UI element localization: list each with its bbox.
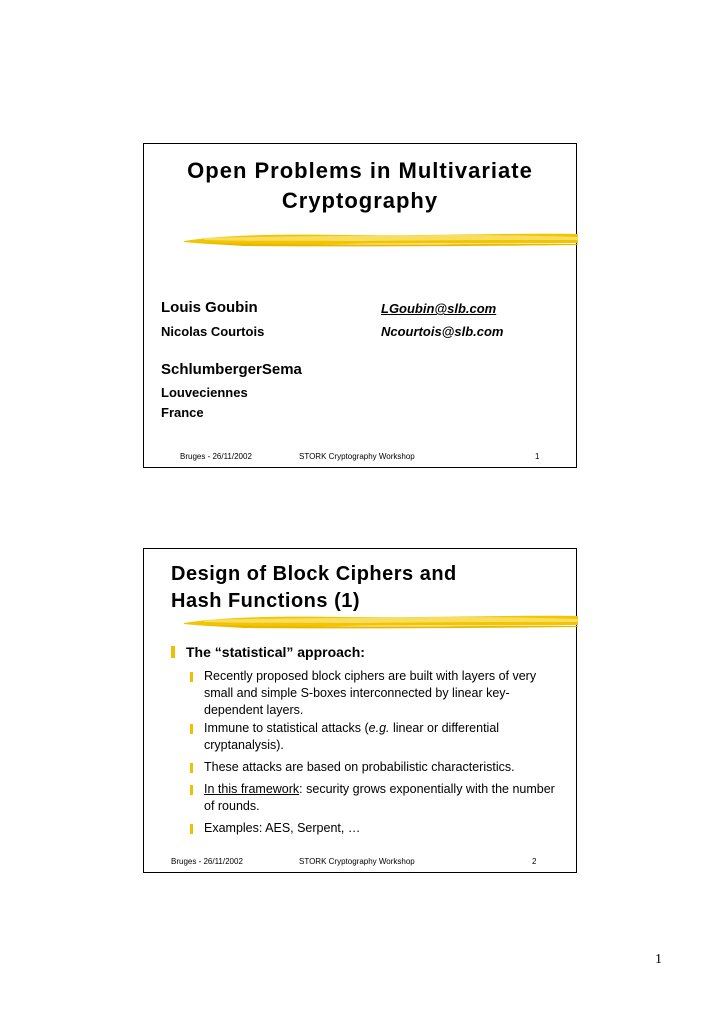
organization: SchlumbergerSema xyxy=(161,361,302,378)
highlight-brush-stroke xyxy=(184,611,578,631)
slide-title xyxy=(144,156,576,216)
sub-bullet-4-post: : security grows exponentially with the number of rounds. xyxy=(204,782,555,813)
slide-title xyxy=(171,561,571,615)
sub-bullet-marker xyxy=(190,763,193,773)
footer-event: STORK Cryptography Workshop xyxy=(299,452,415,461)
author-2-name: Nicolas Courtois xyxy=(161,324,265,339)
country: France xyxy=(161,405,204,420)
footer-slide-number: 2 xyxy=(532,857,537,866)
sub-bullet-2-em: e.g. xyxy=(368,721,390,735)
city: Louveciennes xyxy=(161,385,248,400)
title-line-2: Hash Functions (1) xyxy=(171,590,361,612)
page-number: 1 xyxy=(655,952,662,967)
sub-bullet-marker xyxy=(190,724,193,734)
sub-bullet-marker xyxy=(190,672,193,682)
sub-bullet-3: These attacks are based on probabilistic characteristics. xyxy=(204,760,515,774)
footer-event: STORK Cryptography Workshop xyxy=(299,857,415,866)
sub-bullet-1: Recently proposed block ciphers are built with layers of very small and simple S-boxes interconnected by linear key-dependent layers. xyxy=(204,669,537,717)
sub-bullet-4 xyxy=(204,781,564,815)
slide-2 xyxy=(143,548,577,873)
author-2-email: Ncourtois@slb.com xyxy=(381,324,504,339)
sub-bullet-2-pre: Immune to statistical attacks ( xyxy=(204,721,369,735)
title-line-2: Cryptography xyxy=(281,188,439,213)
footer-slide-number: 1 xyxy=(535,452,540,461)
sub-bullet-2-post: linear or differential cryptanalysis). xyxy=(204,721,500,752)
slide-1 xyxy=(143,143,577,468)
author-1-email-link[interactable]: LGoubin@slb.com xyxy=(381,301,497,316)
footer-date: Bruges - 26/11/2002 xyxy=(180,452,252,461)
title-line-1: Open Problems in Multivariate xyxy=(187,158,533,183)
footer-date: Bruges - 26/11/2002 xyxy=(171,857,243,866)
author-1-name: Louis Goubin xyxy=(161,299,258,316)
sub-bullet-marker xyxy=(190,785,193,795)
sub-bullet-5: Examples: AES, Serpent, … xyxy=(204,821,361,835)
highlight-brush-stroke xyxy=(184,229,578,249)
sub-bullet-marker xyxy=(190,824,193,834)
title-line-1: Design of Block Ciphers and xyxy=(171,563,457,585)
sub-bullet-2 xyxy=(204,720,564,754)
bullet-statistical-approach: The “statistical” approach: xyxy=(186,644,365,660)
bullet-marker xyxy=(171,646,175,658)
sub-bullet-4-underlined: In this framework xyxy=(204,782,300,796)
